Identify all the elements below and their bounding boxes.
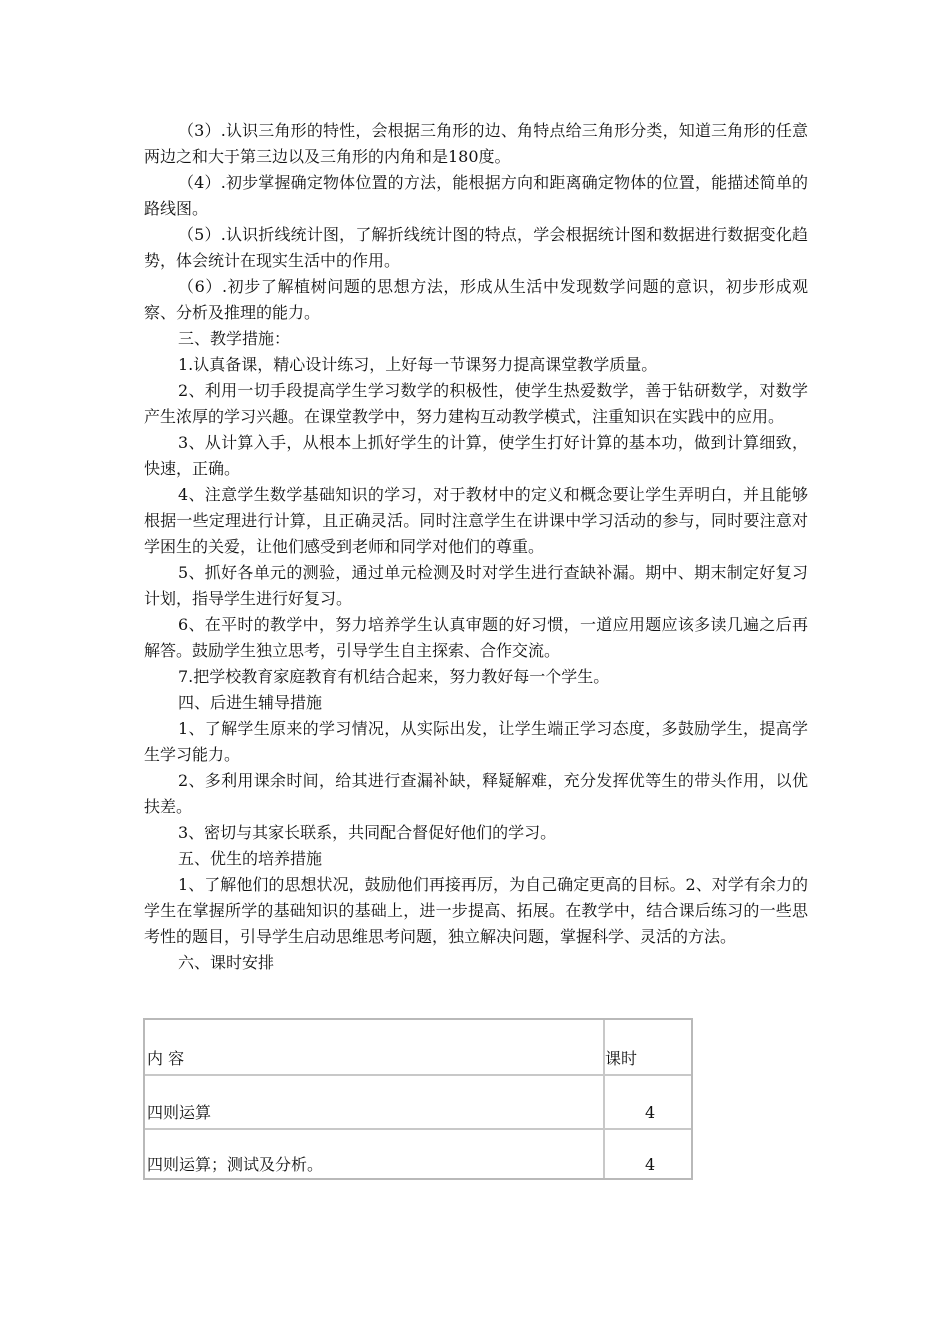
objective-5: （5）.认识折线统计图，了解折线统计图的特点，学会根据统计图和数据进行数据变化趋势，体会统计在现实生活中的作用。 xyxy=(144,225,808,270)
objective-4: （4）.初步掌握确定物体位置的方法，能根据方向和距离确定物体的位置，能描述简单的路线图。 xyxy=(144,173,808,218)
objective-6: （6）.初步了解植树问题的思想方法，形成从生活中发现数学问题的意识，初步形成观察、分析及推理的能力。 xyxy=(144,277,808,322)
section-heading-schedule: 六、课时安排 xyxy=(178,953,275,972)
measure-1: 1.认真备课，精心设计练习，上好每一节课努力提高课堂教学质量。 xyxy=(178,355,658,374)
measure-6: 6、在平时的教学中，努力培养学生认真审题的好习惯，一道应用题应该多读几遍之后再解答。鼓励学生独立思考，引导学生自主探索、合作交流。 xyxy=(144,615,808,660)
measure-3: 3、从计算入手，从根本上抓好学生的计算，使学生打好计算的基本功，做到计算细致，快速，正确。 xyxy=(144,433,808,478)
table-row-divider xyxy=(145,1128,691,1130)
measure-2: 2、利用一切手段提高学生学习数学的积极性，使学生热爱数学，善于钻研数学，对数学产生浓厚的学习兴趣。在课堂教学中，努力建构互动教学模式，注重知识在实践中的应用。 xyxy=(144,381,808,426)
underachiever-1: 1、了解学生原来的学习情况，从实际出发，让学生端正学习态度，多鼓励学生，提高学生学习能力。 xyxy=(144,719,808,764)
objective-3: （3）.认识三角形的特性，会根据三角形的边、角特点给三角形分类，知道三角形的任意两边之和大于第三边以及三角形的内角和是180度。 xyxy=(144,121,808,166)
row-hours: 4 xyxy=(645,1155,656,1174)
measure-5: 5、抓好各单元的测验，通过单元检测及时对学生进行查缺补漏。期中、期末制定好复习计划，指导学生进行好复习。 xyxy=(144,563,808,608)
schedule-table xyxy=(143,1018,693,1180)
row-hours: 4 xyxy=(645,1103,656,1122)
measure-7: 7.把学校教育家庭教育有机结合起来，努力教好每一个学生。 xyxy=(178,667,610,686)
document-body xyxy=(144,118,808,976)
row-content: 四则运算；测试及分析。 xyxy=(147,1155,324,1174)
row-content: 四则运算 xyxy=(147,1103,212,1122)
underachiever-2: 2、多利用课余时间，给其进行查漏补缺，释疑解难，充分发挥优等生的带头作用，以优扶差。 xyxy=(144,771,808,816)
section-heading-underachievers: 四、后进生辅导措施 xyxy=(178,693,323,712)
section-heading-measures: 三、教学措施： xyxy=(178,329,291,348)
table-column-divider xyxy=(603,1020,605,1178)
measure-4: 4、注意学生数学基础知识的学习，对于教材中的定义和概念要让学生弄明白，并且能够根据一些定理进行计算，且正确灵活。同时注意学生在讲课中学习活动的参与，同时要注意对学困生的关爱，让他们感受到老师和同学对他们的尊重。 xyxy=(144,485,808,556)
underachiever-3: 3、密切与其家长联系，共同配合督促好他们的学习。 xyxy=(178,823,557,842)
section-heading-gifted: 五、优生的培养措施 xyxy=(178,849,323,868)
table-row-divider xyxy=(145,1074,691,1076)
gifted-1: 1、了解他们的思想状况，鼓励他们再接再厉，为自己确定更高的目标。2、对学有余力的学生在掌握所学的基础知识的基础上，进一步提高、拓展。在教学中，结合课后练习的一些思考性的题目，引导学生启动思维思考问题，独立解决问题，掌握科学、灵活的方法。 xyxy=(144,875,808,946)
header-content: 内 容 xyxy=(147,1049,185,1068)
header-hours: 课时 xyxy=(605,1049,638,1068)
